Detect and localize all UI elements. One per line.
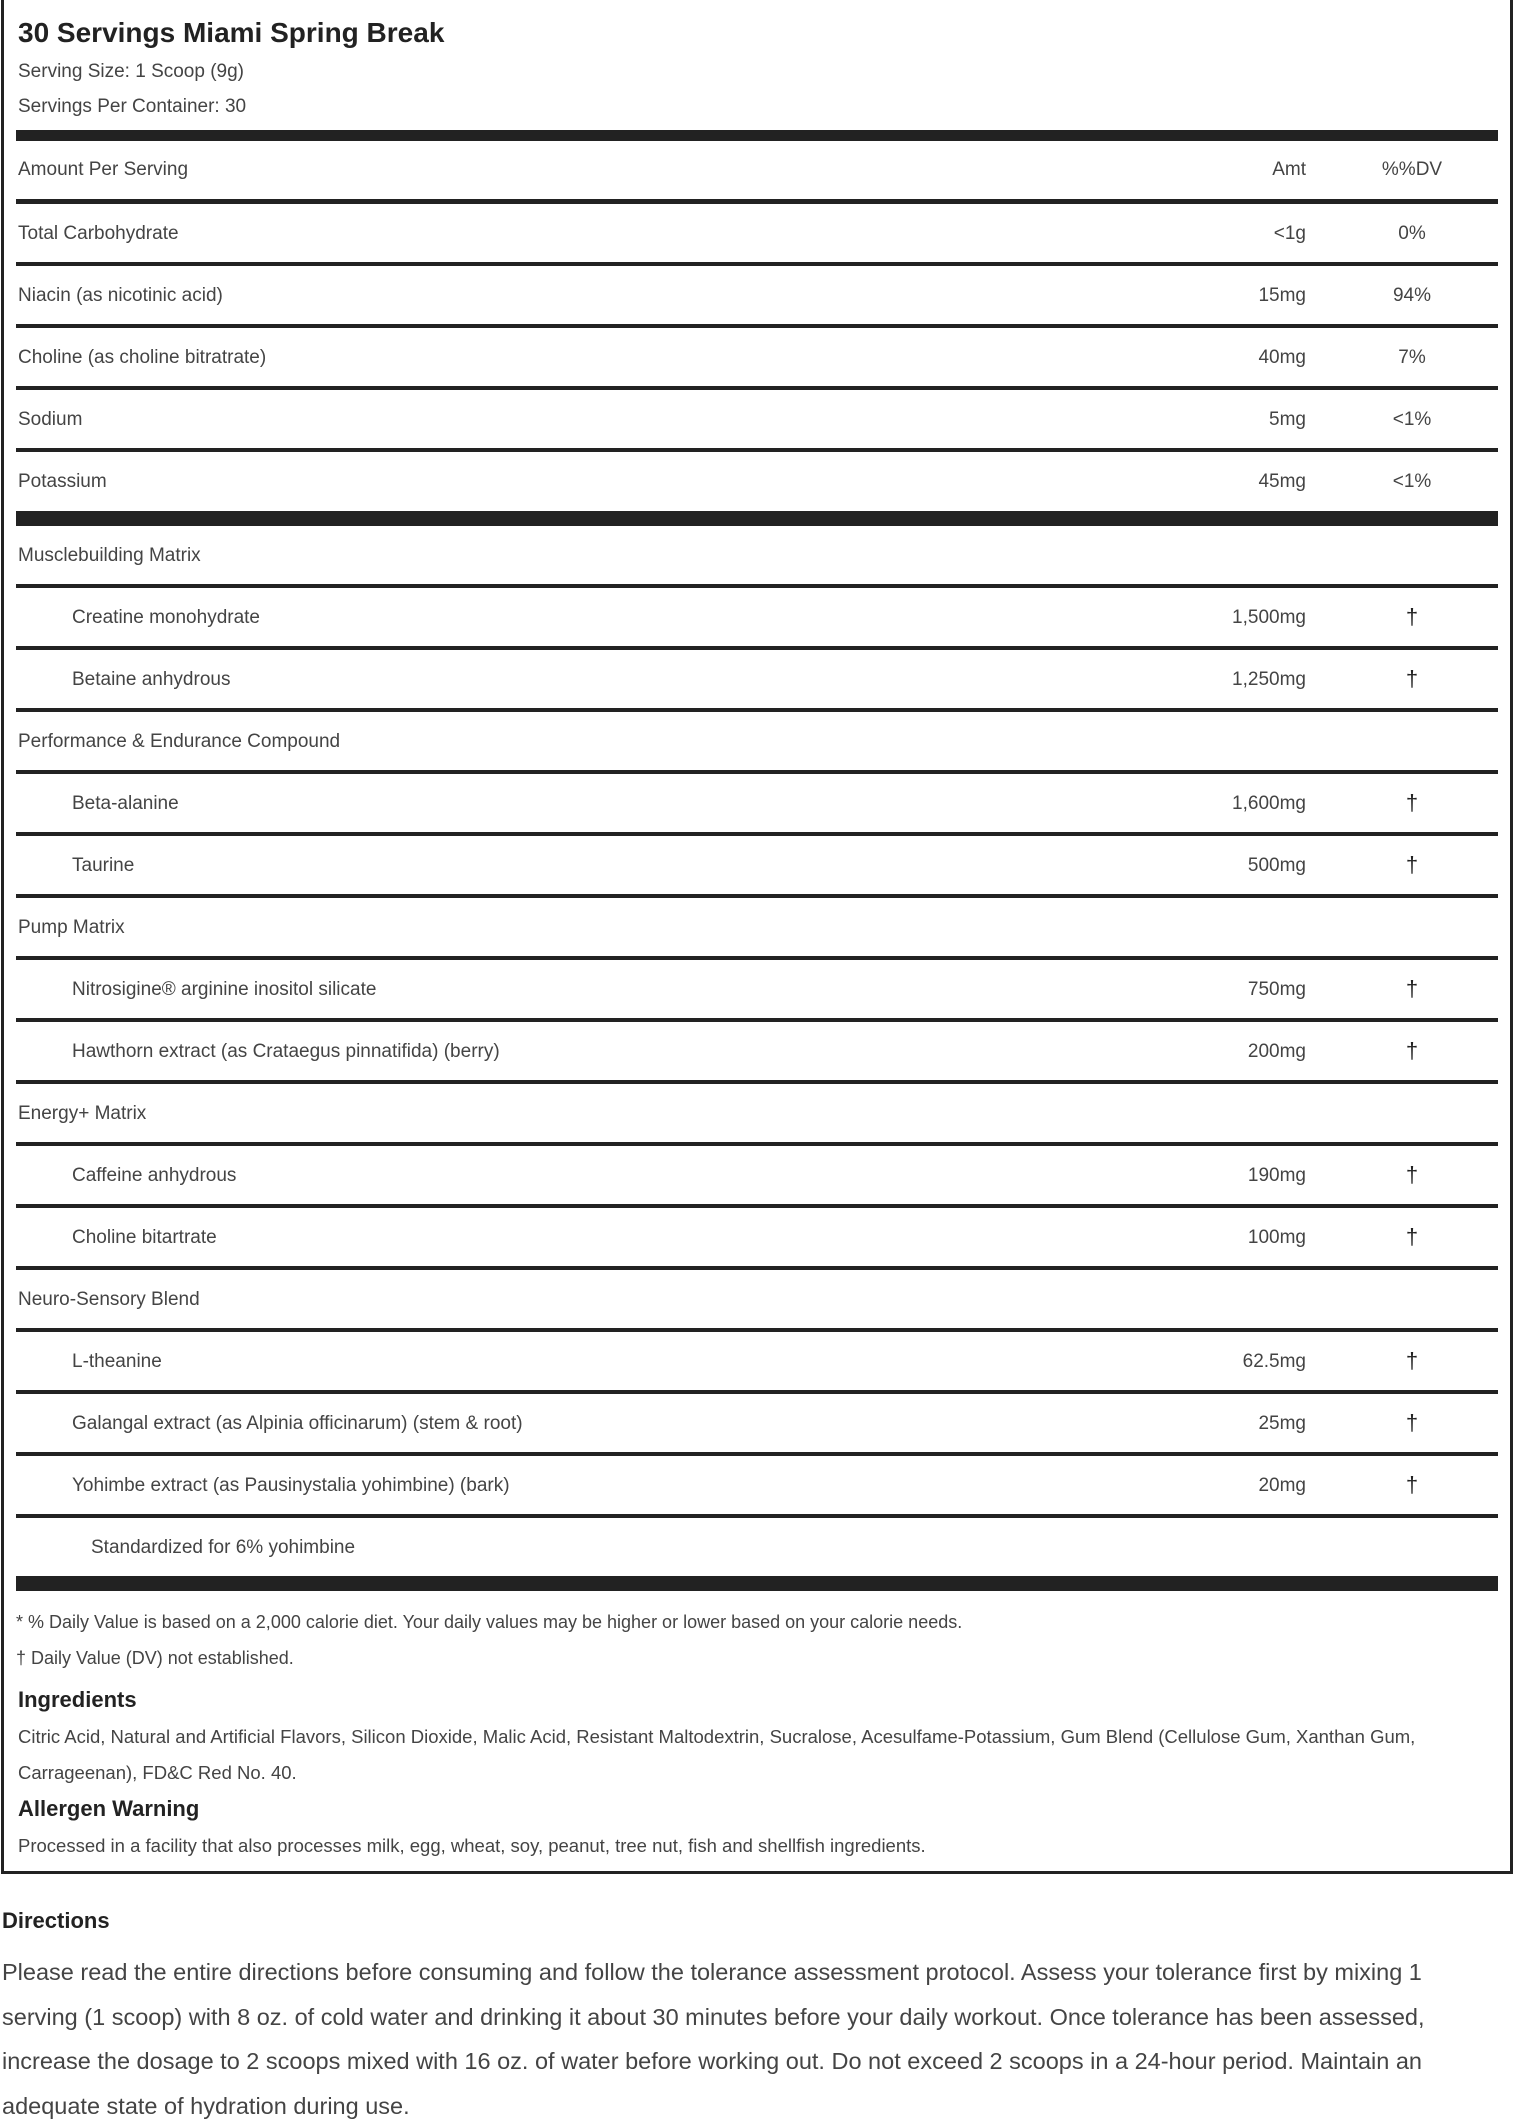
ingredient-row (16, 1456, 1498, 1518)
ingredient-name: L-theanine (72, 1351, 162, 1372)
ingredient-name: Nitrosigine® arginine inositol silicate (72, 979, 377, 1000)
ingredient-name: Beta-alanine (72, 793, 179, 814)
blend-header-row (16, 1270, 1498, 1332)
ingredient-row (16, 1332, 1498, 1394)
ingredient-name: Taurine (72, 855, 135, 876)
blend-name: Neuro-Sensory Blend (18, 1289, 200, 1310)
ingredient-name: Galangal extract (as Alpinia officinarum) (stem & root) (72, 1413, 523, 1434)
divider-thick (16, 1576, 1498, 1591)
ingredient-amount: 62.5mg (1242, 1351, 1306, 1372)
ingredient-row (16, 1208, 1498, 1270)
supplement-facts-panel (1, 0, 1513, 1874)
nutrient-name: Total Carbohydrate (18, 223, 179, 244)
blend-name: Performance & Endurance Compound (18, 731, 341, 752)
nutrient-amount: 15mg (1258, 285, 1306, 306)
ingredient-name: Yohimbe extract (as Pausinystalia yohimbine) (bark) (72, 1475, 510, 1496)
nutrient-dv: 7% (1398, 347, 1426, 368)
nutrient-row (16, 266, 1498, 328)
dagger-icon: † (1405, 790, 1419, 815)
nutrient-row (16, 390, 1498, 452)
nutrient-row (16, 204, 1498, 266)
dagger-icon: † (1405, 976, 1419, 1001)
ingredient-name: Hawthorn extract (as Crataegus pinnatifida) (berry) (72, 1041, 500, 1062)
nutrient-name: Sodium (18, 409, 83, 430)
ingredient-amount: 190mg (1247, 1165, 1306, 1186)
blend-name: Musclebuilding Matrix (18, 545, 201, 566)
standardized-note: Standardized for 6% yohimbine (91, 1537, 356, 1558)
ingredients-text: Citric Acid, Natural and Artificial Flavors, Silicon Dioxide, Malic Acid, Resistant Maltodextrin, Sucralose, Acesulfame-Potassium, Gum Blend (Cellulose Gum, Xanthan Gum, Carrageenan), FD&C Red No. 40. (18, 1726, 1416, 1783)
dagger-icon: † (1405, 852, 1419, 877)
amount-per-serving-label: Amount Per Serving (18, 159, 189, 180)
nutrient-row (16, 452, 1498, 511)
nutrient-dv: <1% (1392, 471, 1432, 492)
ingredient-amount: 200mg (1247, 1041, 1306, 1062)
dagger-footnote: † Daily Value (DV) not established. (16, 1648, 294, 1668)
ingredients-title: Ingredients (18, 1687, 137, 1712)
nutrient-row (16, 328, 1498, 390)
blend-header-row (16, 1084, 1498, 1146)
ingredient-row (16, 588, 1498, 650)
ingredient-amount: 750mg (1247, 979, 1306, 1000)
ingredient-name: Creatine monohydrate (72, 607, 260, 628)
divider-thick (16, 511, 1498, 526)
blend-header-row (16, 712, 1498, 774)
blend-header-row (16, 898, 1498, 960)
nutrient-amount: 40mg (1258, 347, 1306, 368)
amt-column-header: Amt (1272, 159, 1306, 180)
ingredient-amount: 25mg (1258, 1413, 1306, 1434)
ingredient-amount: 1,250mg (1232, 669, 1306, 690)
ingredient-row (16, 1146, 1498, 1208)
nutrient-dv: 0% (1398, 223, 1426, 244)
ingredient-row (16, 1394, 1498, 1456)
nutrient-name: Choline (as choline bitratrate) (18, 347, 267, 368)
divider-thick (16, 130, 1498, 141)
ingredient-row (16, 1022, 1498, 1084)
dv-column-header: %%DV (1381, 159, 1443, 180)
ingredient-row (16, 836, 1498, 898)
standardized-note-row (16, 1518, 1498, 1576)
nutrient-amount: <1g (1273, 223, 1306, 244)
dagger-icon: † (1405, 1162, 1419, 1187)
ingredient-name: Choline bitartrate (72, 1227, 217, 1248)
daily-value-footnote: * % Daily Value is based on a 2,000 calorie diet. Your daily values may be higher or lower based on your calorie needs. (16, 1612, 963, 1632)
nutrient-name: Niacin (as nicotinic acid) (18, 285, 223, 306)
dagger-icon: † (1405, 666, 1419, 691)
dagger-icon: † (1405, 1472, 1419, 1497)
blend-name: Pump Matrix (18, 917, 125, 938)
nutrient-name: Potassium (18, 471, 107, 492)
dagger-icon: † (1405, 604, 1419, 629)
directions-text: Please read the entire directions before consuming and follow the tolerance assessment protocol. Assess your tolerance first by mixing 1 serving (1 scoop) with 8 oz. of cold water and drinking it about 30 minutes before your daily workout. Once tolerance has been assessed, increase the dosage to 2 scoops mixed with 16 oz. of water before working out. Do not exceed 2 scoops in a 24-hour period. Maintain an adequate state of hydration during use. (2, 1959, 1425, 2119)
dagger-icon: † (1405, 1038, 1419, 1063)
product-title: 30 Servings Miami Spring Break (18, 17, 445, 48)
ingredient-row (16, 960, 1498, 1022)
blend-header-row (16, 526, 1498, 588)
servings-per-container: Servings Per Container: 30 (18, 96, 247, 117)
ingredient-row (16, 650, 1498, 712)
allergen-title: Allergen Warning (18, 1796, 200, 1821)
serving-size: Serving Size: 1 Scoop (9g) (18, 61, 245, 82)
nutrient-dv: <1% (1392, 409, 1432, 430)
allergen-text: Processed in a facility that also processes milk, egg, wheat, soy, peanut, tree nut, fish and shellfish ingredients. (18, 1835, 926, 1856)
nutrient-amount: 45mg (1258, 471, 1306, 492)
ingredient-row (16, 774, 1498, 836)
ingredient-amount: 100mg (1247, 1227, 1306, 1248)
dagger-icon: † (1405, 1224, 1419, 1249)
directions-title: Directions (2, 1908, 110, 1933)
dagger-icon: † (1405, 1410, 1419, 1435)
ingredient-amount: 1,500mg (1232, 607, 1306, 628)
table-header (16, 141, 1498, 204)
blend-name: Energy+ Matrix (18, 1103, 147, 1124)
nutrient-amount: 5mg (1269, 409, 1306, 430)
ingredient-name: Betaine anhydrous (72, 669, 231, 690)
dagger-icon: † (1405, 1348, 1419, 1373)
ingredient-amount: 500mg (1247, 855, 1306, 876)
ingredient-amount: 1,600mg (1232, 793, 1306, 814)
ingredient-amount: 20mg (1258, 1475, 1306, 1496)
nutrient-dv: 94% (1392, 285, 1432, 306)
ingredient-name: Caffeine anhydrous (72, 1165, 237, 1186)
